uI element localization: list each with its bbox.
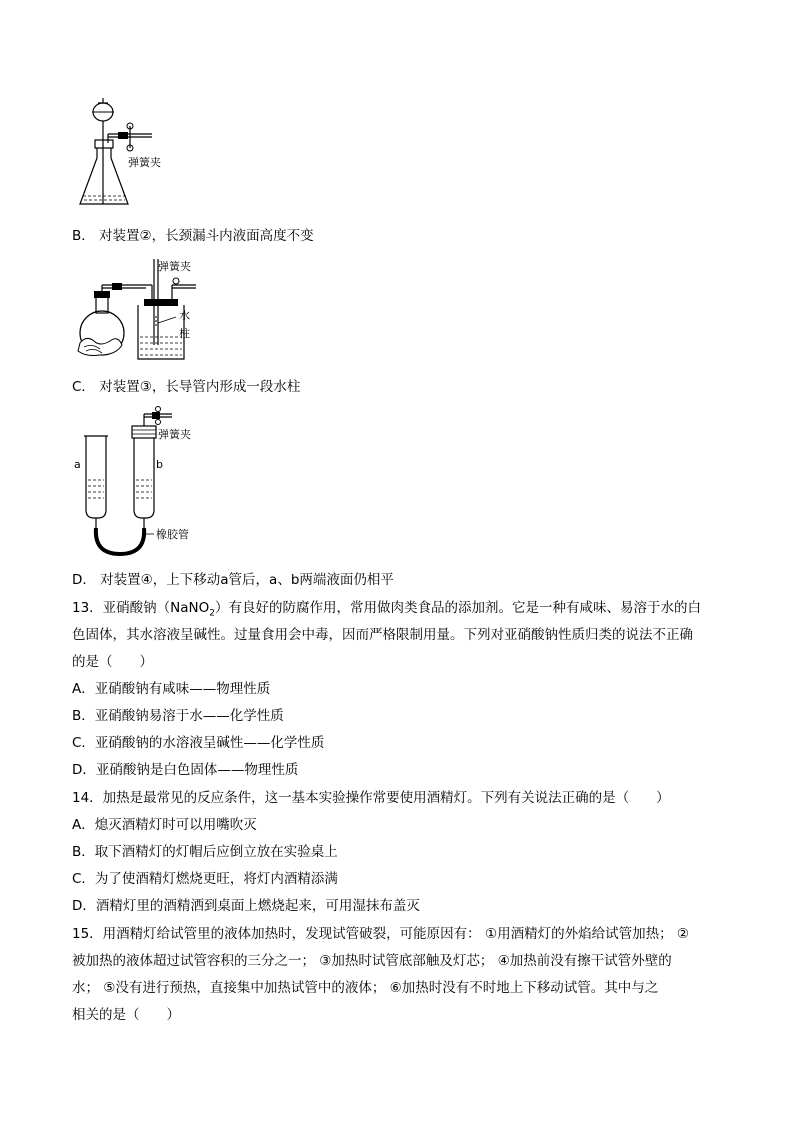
option-c: C． 对装置③，长导管内形成一段水柱 (72, 379, 301, 395)
q15-stem-line4: 相关的是（ ） (72, 1007, 180, 1023)
q13-option-a: A．亚硝酸钠有咸味——物理性质 (72, 681, 271, 697)
q13-stem-part2: ）有良好的防腐作用，常用做肉类食品的添加剂。它是一种有咸味、易溶于水的白 (215, 600, 702, 616)
u-tube-drawing (72, 406, 212, 562)
water-column-label-1: 水 (179, 309, 190, 322)
q13-option-d: D．亚硝酸钠是白色固体——物理性质 (72, 762, 299, 778)
q14-option-d: D．酒精灯里的酒精洒到桌面上燃烧起来，可用湿抹布盖灭 (72, 898, 420, 914)
q14-option-b: B．取下酒精灯的灯帽后应倒立放在实验桌上 (72, 844, 338, 860)
q14-option-a: A．熄灭酒精灯时可以用嘴吹灭 (72, 817, 257, 833)
tube-a-label: a (74, 458, 81, 471)
q15-stem-line2: 被加热的液体超过试管容积的三分之一； ③加热时试管底部触及灯芯； ④加热前没有擦干试管外壁的 (72, 953, 672, 969)
q14-stem: 14．加热是最常见的反应条件，这一基本实验操作常要使用酒精灯。下列有关说法正确的是（ ） (72, 790, 670, 806)
q13-stem-line3: 的是（ ） (72, 654, 153, 670)
q15-stem-line1: 15．用酒精灯给试管里的液体加热时，发现试管破裂，可能原因有： ①用酒精灯的外焰给试管加热； ② (72, 926, 689, 942)
q13-stem-line1 (72, 598, 701, 624)
option-d: D． 对装置④，上下移动a管后，a、b两端液面仍相平 (72, 572, 394, 588)
option-b: B． 对装置②，长颈漏斗内液面高度不变 (72, 228, 314, 244)
q13-option-c: C．亚硝酸钠的水溶液呈碱性——化学性质 (72, 735, 325, 751)
q13-stem-part1: 13．亚硝酸钠（NaNO (72, 600, 210, 616)
water-column-label-2: 柱 (179, 327, 190, 340)
q13-subscript: 2 (209, 608, 216, 619)
figure-u-tube (72, 406, 212, 562)
rubber-tube-label: 橡胶管 (156, 528, 189, 541)
q13-stem-line2: 色固体，其水溶液呈碱性。过量食用会中毒，因而严格限制用量。下列对亚硝酸钠性质归类的说法不正确 (72, 627, 693, 643)
figure-hand-flask-bottle (72, 255, 212, 367)
q13-option-b: B．亚硝酸钠易溶于水——化学性质 (72, 708, 284, 724)
clamp-label: 弹簧夹 (128, 156, 161, 169)
tube-b-label: b (156, 458, 163, 471)
clamp-label: 弹簧夹 (158, 428, 191, 441)
figure-flask-funnel (70, 96, 190, 214)
q14-option-c: C．为了使酒精灯燃烧更旺，将灯内酒精添满 (72, 871, 338, 887)
q15-stem-line3: 水； ⑤没有进行预热，直接集中加热试管中的液体； ⑥加热时没有不时地上下移动试管。其中与之 (72, 980, 659, 996)
hand-flask-bottle-drawing (72, 255, 212, 367)
clamp-label: 弹簧夹 (158, 260, 191, 273)
